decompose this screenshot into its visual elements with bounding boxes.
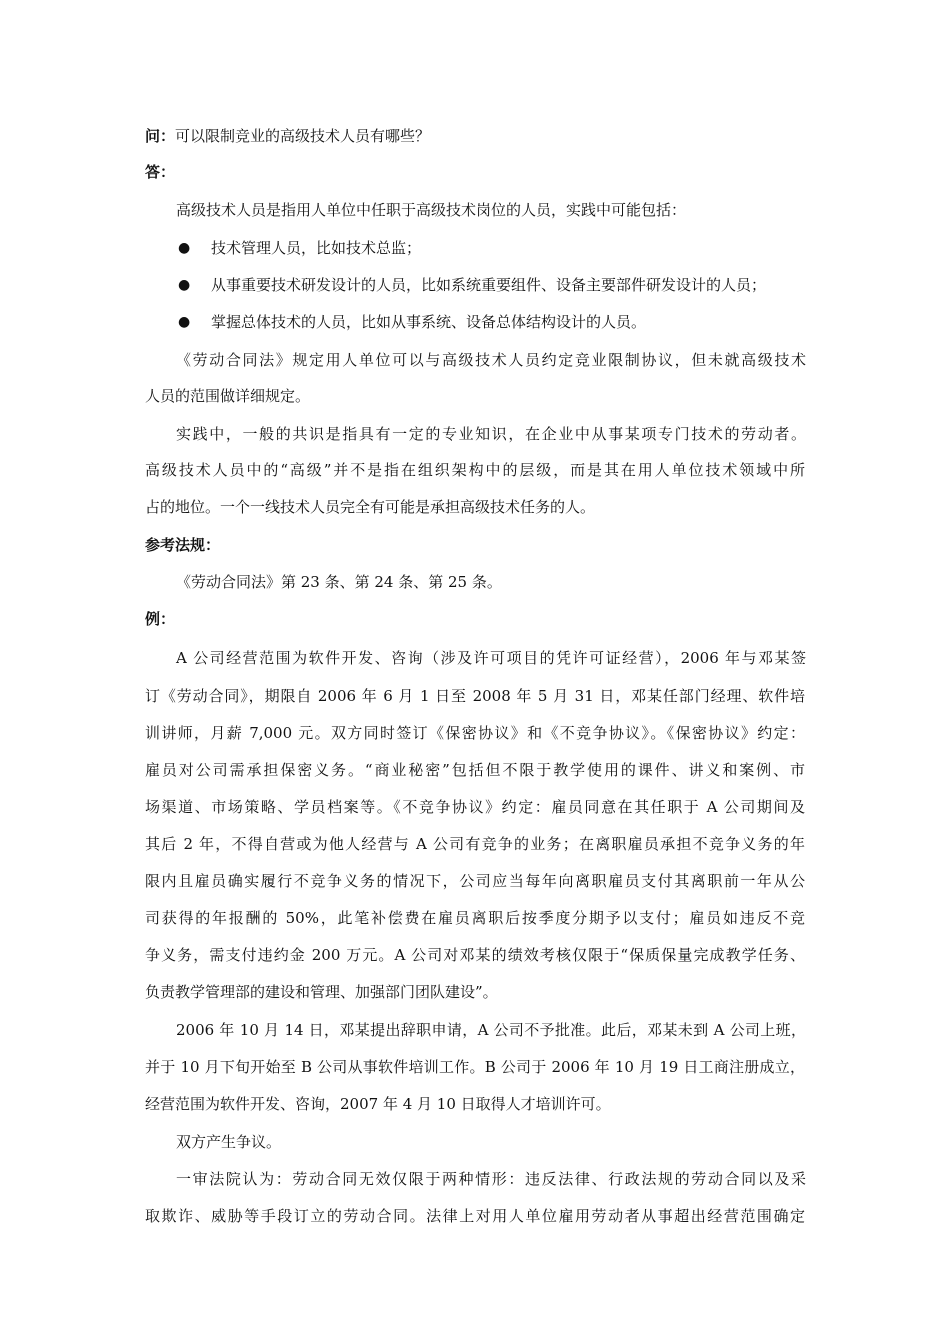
bullet-item: 掌握总体技术的人员，比如从事系统、设备总体结构设计的人员。 <box>211 313 647 331</box>
bullet-icon: ● <box>178 277 191 293</box>
example-paragraph-line: 订《劳动合同》，期限自 2006 年 6 月 1 日至 2008 年 5 月 31 日，邓某任部门经理、软件培 <box>145 687 805 705</box>
example-paragraph-line: 2006 年 10 月 14 日，邓某提出辞职申请，A 公司不予批准。此后，邓某未到 A 公司上班， <box>176 1021 806 1039</box>
answer-paragraph-line: 《劳动合同法》规定用人单位可以与高级技术人员约定竞业限制协议，但未就高级技术 <box>176 351 806 369</box>
bullet-icon: ● <box>178 240 191 256</box>
example-paragraph-line: A 公司经营范围为软件开发、咨询（涉及许可项目的凭许可证经营），2006 年与邓某签 <box>176 649 806 667</box>
example-paragraph-line: 负责教学管理部的建设和管理、加强部门团队建设”。 <box>145 983 498 1001</box>
bullet-item: 从事重要技术研发设计的人员，比如系统重要组件、设备主要部件研发设计的人员； <box>211 276 767 294</box>
example-paragraph-line: 双方产生争议。 <box>176 1133 282 1151</box>
answer-paragraph-line: 人员的范围做详细规定。 <box>145 387 311 405</box>
answer-paragraph-line: 占的地位。一个一线技术人员完全有可能是承担高级技术任务的人。 <box>145 498 596 516</box>
example-paragraph-line: 争义务，需支付违约金 200 万元。A 公司对邓某的绩效考核仅限于“保质保量完成教学任务、 <box>145 946 805 964</box>
answer-paragraph-line: 实践中，一般的共识是指具有一定的专业知识，在企业中从事某项专门技术的劳动者。 <box>176 425 806 443</box>
example-label: 例： <box>145 610 176 628</box>
question-line <box>145 126 430 146</box>
example-paragraph-line: 取欺诈、威胁等手段订立的劳动合同。法律上对用人单位雇用劳动者从事超出经营范围确定 <box>145 1207 805 1225</box>
answer-intro: 高级技术人员是指用人单位中任职于高级技术岗位的人员，实践中可能包括： <box>176 201 687 219</box>
example-paragraph-line: 限内且雇员确实履行不竞争义务的情况下，公司应当每年向离职雇员支付其离职前一年从公 <box>145 872 805 890</box>
bullet-item: 技术管理人员，比如技术总监； <box>211 239 422 257</box>
example-paragraph-line: 雇员对公司需承担保密义务。“商业秘密”包括但不限于教学使用的课件、讲义和案例、市 <box>145 761 805 779</box>
example-paragraph-line: 训讲师，月薪 7,000 元。双方同时签订《保密协议》和《不竞争协议》。《保密协议》约定： <box>145 724 805 742</box>
question-text: 可以限制竞业的高级技术人员有哪些？ <box>175 127 431 145</box>
example-paragraph-line: 场渠道、市场策略、学员档案等。《不竞争协议》约定：雇员同意在其任职于 A 公司期间及 <box>145 798 805 816</box>
answer-paragraph-line: 高级技术人员中的“高级”并不是指在组织架构中的层级，而是其在用人单位技术领域中所 <box>145 461 805 479</box>
example-paragraph-line: 一审法院认为：劳动合同无效仅限于两种情形：违反法律、行政法规的劳动合同以及采 <box>176 1170 806 1188</box>
bullet-icon: ● <box>178 314 191 330</box>
answer-label: 答： <box>145 163 176 181</box>
reference-text: 《劳动合同法》第 23 条、第 24 条、第 25 条。 <box>176 573 502 591</box>
example-paragraph-line: 并于 10 月下旬开始至 B 公司从事软件培训工作。B 公司于 2006 年 10 月 19 日工商注册成立， <box>145 1058 805 1076</box>
example-paragraph-line: 经营范围为软件开发、咨询，2007 年 4 月 10 日取得人才培训许可。 <box>145 1095 611 1113</box>
reference-label: 参考法规： <box>145 536 221 554</box>
example-paragraph-line: 司获得的年报酬的 50%，此笔补偿费在雇员离职后按季度分期予以支付；雇员如违反不竞 <box>145 909 805 927</box>
question-label: 问： <box>145 127 176 145</box>
example-paragraph-line: 其后 2 年，不得自营或为他人经营与 A 公司有竞争的业务；在离职雇员承担不竞争义务的年 <box>145 835 805 853</box>
